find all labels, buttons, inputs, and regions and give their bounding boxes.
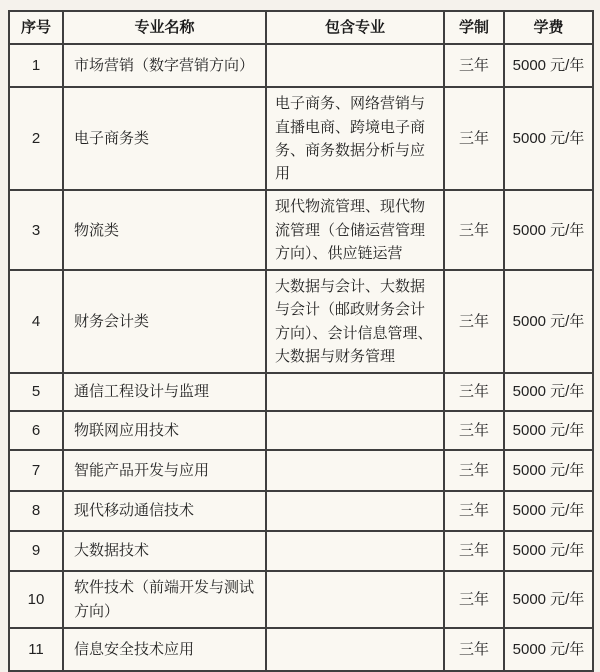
cell-tuition: 5000 元/年 (504, 450, 593, 491)
cell-no: 7 (9, 450, 63, 491)
cell-duration: 三年 (444, 571, 504, 628)
cell-included-majors (266, 411, 444, 450)
cell-major-name: 物流类 (63, 190, 266, 270)
cell-included-majors (266, 531, 444, 571)
programs-table (8, 10, 594, 672)
cell-duration: 三年 (444, 491, 504, 531)
cell-included-majors: 现代物流管理、现代物流管理（仓储运营管理方向）、供应链运营 (266, 190, 444, 270)
cell-no: 1 (9, 44, 63, 87)
cell-major-name: 信息安全技术应用 (63, 628, 266, 671)
header-included-majors: 包含专业 (266, 11, 444, 44)
cell-included-majors: 电子商务、网络营销与直播电商、跨境电子商务、商务数据分析与应用 (266, 87, 444, 190)
cell-major-name: 财务会计类 (63, 270, 266, 373)
cell-tuition: 5000 元/年 (504, 44, 593, 87)
cell-major-name: 智能产品开发与应用 (63, 450, 266, 491)
cell-no: 11 (9, 628, 63, 671)
table-row (9, 44, 593, 87)
table-row (9, 628, 593, 671)
cell-included-majors (266, 628, 444, 671)
cell-duration: 三年 (444, 628, 504, 671)
cell-included-majors (266, 44, 444, 87)
cell-duration: 三年 (444, 373, 504, 411)
cell-tuition: 5000 元/年 (504, 87, 593, 190)
cell-no: 2 (9, 87, 63, 190)
cell-duration: 三年 (444, 531, 504, 571)
header-tuition: 学费 (504, 11, 593, 44)
cell-duration: 三年 (444, 270, 504, 373)
cell-included-majors (266, 373, 444, 411)
table-row (9, 411, 593, 450)
cell-tuition: 5000 元/年 (504, 628, 593, 671)
cell-duration: 三年 (444, 190, 504, 270)
cell-no: 3 (9, 190, 63, 270)
cell-included-majors (266, 571, 444, 628)
table-row (9, 571, 593, 628)
cell-tuition: 5000 元/年 (504, 571, 593, 628)
table-row (9, 373, 593, 411)
cell-major-name: 市场营销（数字营销方向） (63, 44, 266, 87)
cell-duration: 三年 (444, 450, 504, 491)
cell-no: 10 (9, 571, 63, 628)
cell-no: 4 (9, 270, 63, 373)
cell-duration: 三年 (444, 87, 504, 190)
cell-no: 8 (9, 491, 63, 531)
cell-duration: 三年 (444, 411, 504, 450)
cell-major-name: 软件技术（前端开发与测试方向） (63, 571, 266, 628)
cell-tuition: 5000 元/年 (504, 373, 593, 411)
cell-tuition: 5000 元/年 (504, 531, 593, 571)
cell-major-name: 物联网应用技术 (63, 411, 266, 450)
table-row (9, 190, 593, 270)
cell-major-name: 电子商务类 (63, 87, 266, 190)
table-row (9, 270, 593, 373)
header-major-name: 专业名称 (63, 11, 266, 44)
table-row (9, 87, 593, 190)
cell-no: 5 (9, 373, 63, 411)
table-row (9, 491, 593, 531)
table-row (9, 531, 593, 571)
cell-no: 6 (9, 411, 63, 450)
cell-major-name: 现代移动通信技术 (63, 491, 266, 531)
table-row (9, 450, 593, 491)
cell-included-majors (266, 491, 444, 531)
cell-tuition: 5000 元/年 (504, 411, 593, 450)
cell-duration: 三年 (444, 44, 504, 87)
header-no: 序号 (9, 11, 63, 44)
header-duration: 学制 (444, 11, 504, 44)
cell-included-majors (266, 450, 444, 491)
cell-included-majors: 大数据与会计、大数据与会计（邮政财务会计方向）、会计信息管理、大数据与财务管理 (266, 270, 444, 373)
cell-tuition: 5000 元/年 (504, 491, 593, 531)
cell-tuition: 5000 元/年 (504, 270, 593, 373)
cell-tuition: 5000 元/年 (504, 190, 593, 270)
cell-no: 9 (9, 531, 63, 571)
cell-major-name: 大数据技术 (63, 531, 266, 571)
table-header-row (9, 11, 593, 44)
cell-major-name: 通信工程设计与监理 (63, 373, 266, 411)
